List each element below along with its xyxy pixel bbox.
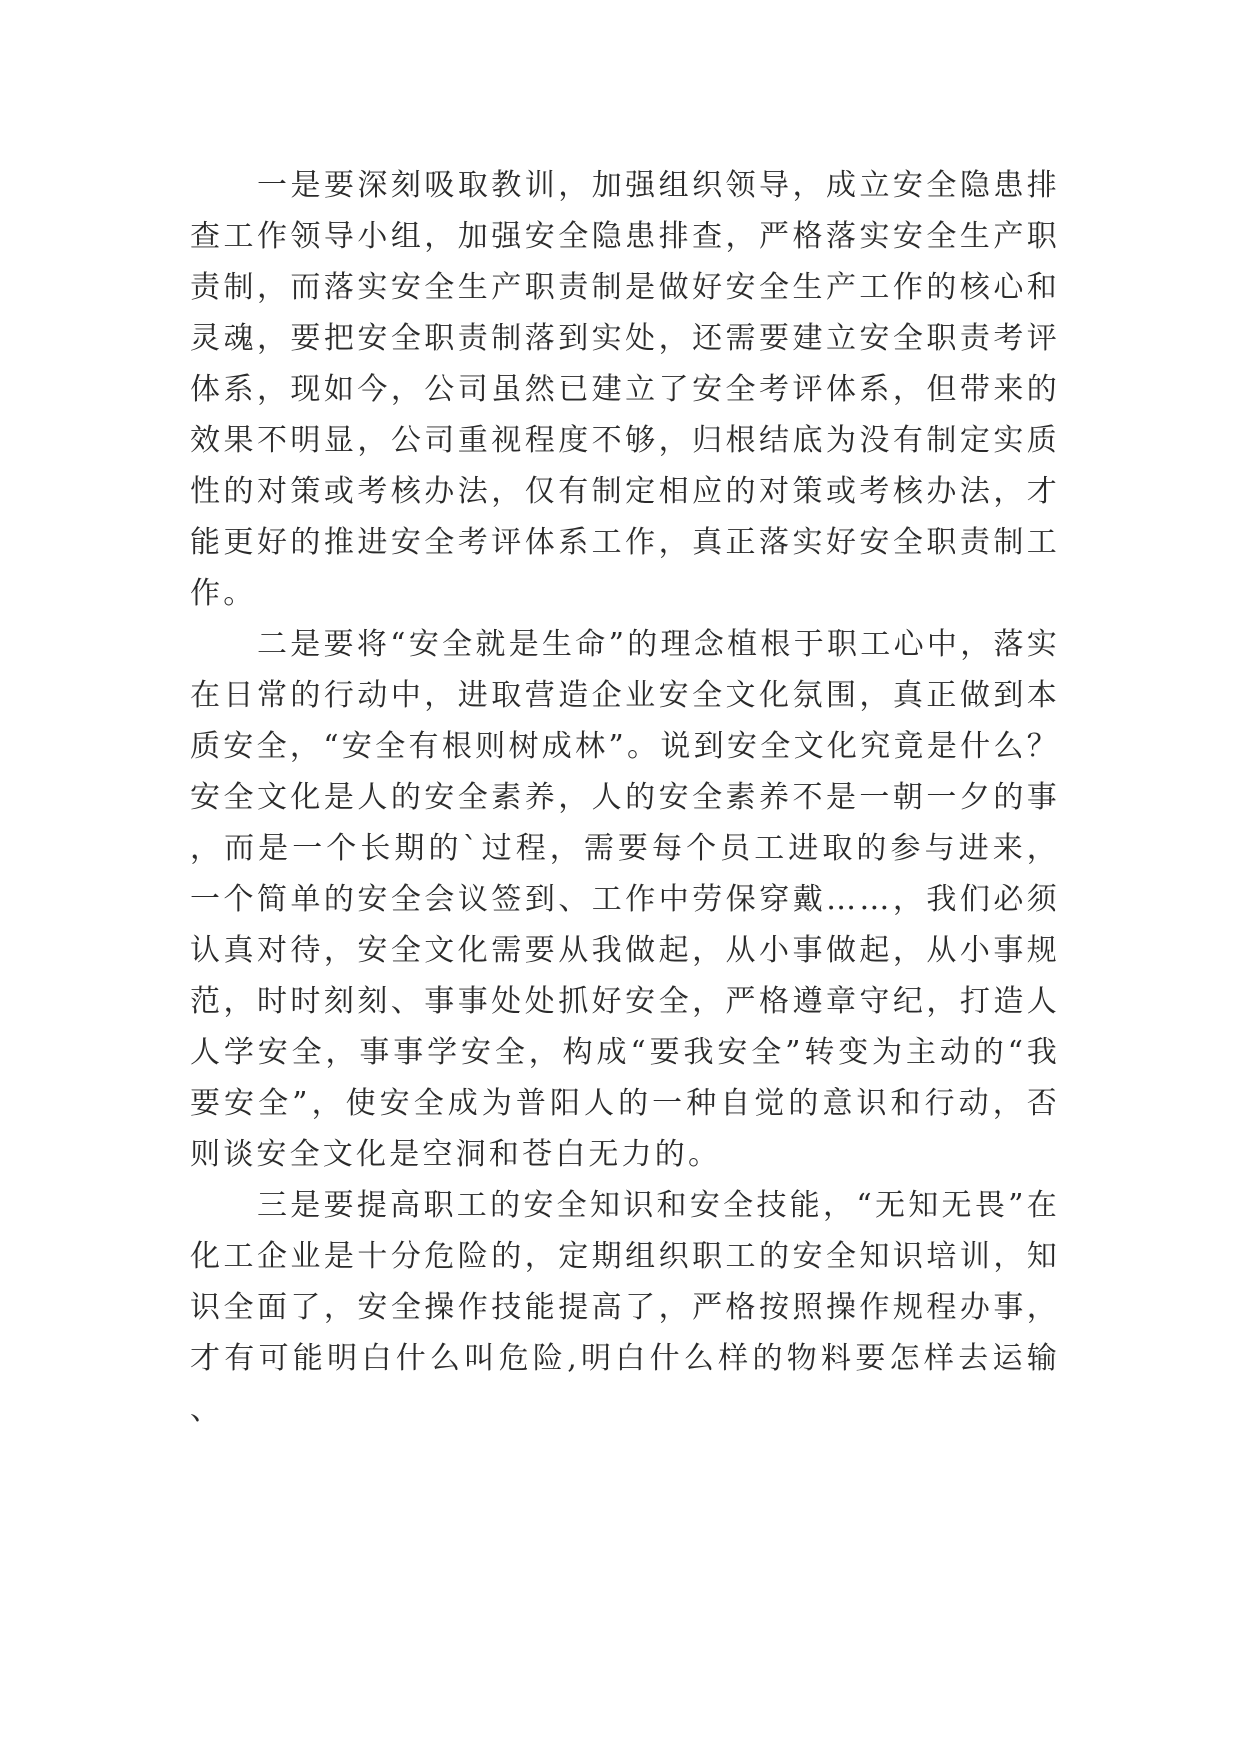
paragraph-2: 二是要将“安全就是生命”的理念植根于职工心中，落实在日常的行动中，进取营造企业安全文化氛围，真正做到本质安全，“安全有根则树成林”。说到安全文化究竟是什么？安全文化是人的安全素养，人的安全素养不是一朝一夕的事，而是一个长期的`过程，需要每个员工进取的参与进来，一个简单的安全会议签到、工作中劳保穿戴……，我们必须认真对待，安全文化需要从我做起，从小事做起，从小事规范，时时刻刻、事事处处抓好安全，严格遵章守纪，打造人人学安全，事事学安全，构成“要我安全”转变为主动的“我要安全”，使安全成为普阳人的一种自觉的意识和行动，否则谈安全文化是空洞和苍白无力的。 bbox=[190, 627, 1060, 1172]
paragraph-3: 三是要提高职工的安全知识和安全技能，“无知无畏”在化工企业是十分危险的，定期组织职工的安全知识培训，知识全面了，安全操作技能提高了，严格按照操作规程办事，才有可能明白什么叫危险,明白什么样的物料要怎样去运输、 bbox=[190, 1188, 1060, 1427]
document-body bbox=[190, 160, 1060, 1435]
paragraph-1: 一是要深刻吸取教训，加强组织领导，成立安全隐患排查工作领导小组，加强安全隐患排查，严格落实安全生产职责制，而落实安全生产职责制是做好安全生产工作的核心和灵魂，要把安全职责制落到实处，还需要建立安全职责考评体系，现如今，公司虽然已建立了安全考评体系，但带来的效果不明显，公司重视程度不够，归根结底为没有制定实质性的对策或考核办法，仅有制定相应的对策或考核办法，才能更好的推进安全考评体系工作，真正落实好安全职责制工作。 bbox=[190, 168, 1060, 611]
